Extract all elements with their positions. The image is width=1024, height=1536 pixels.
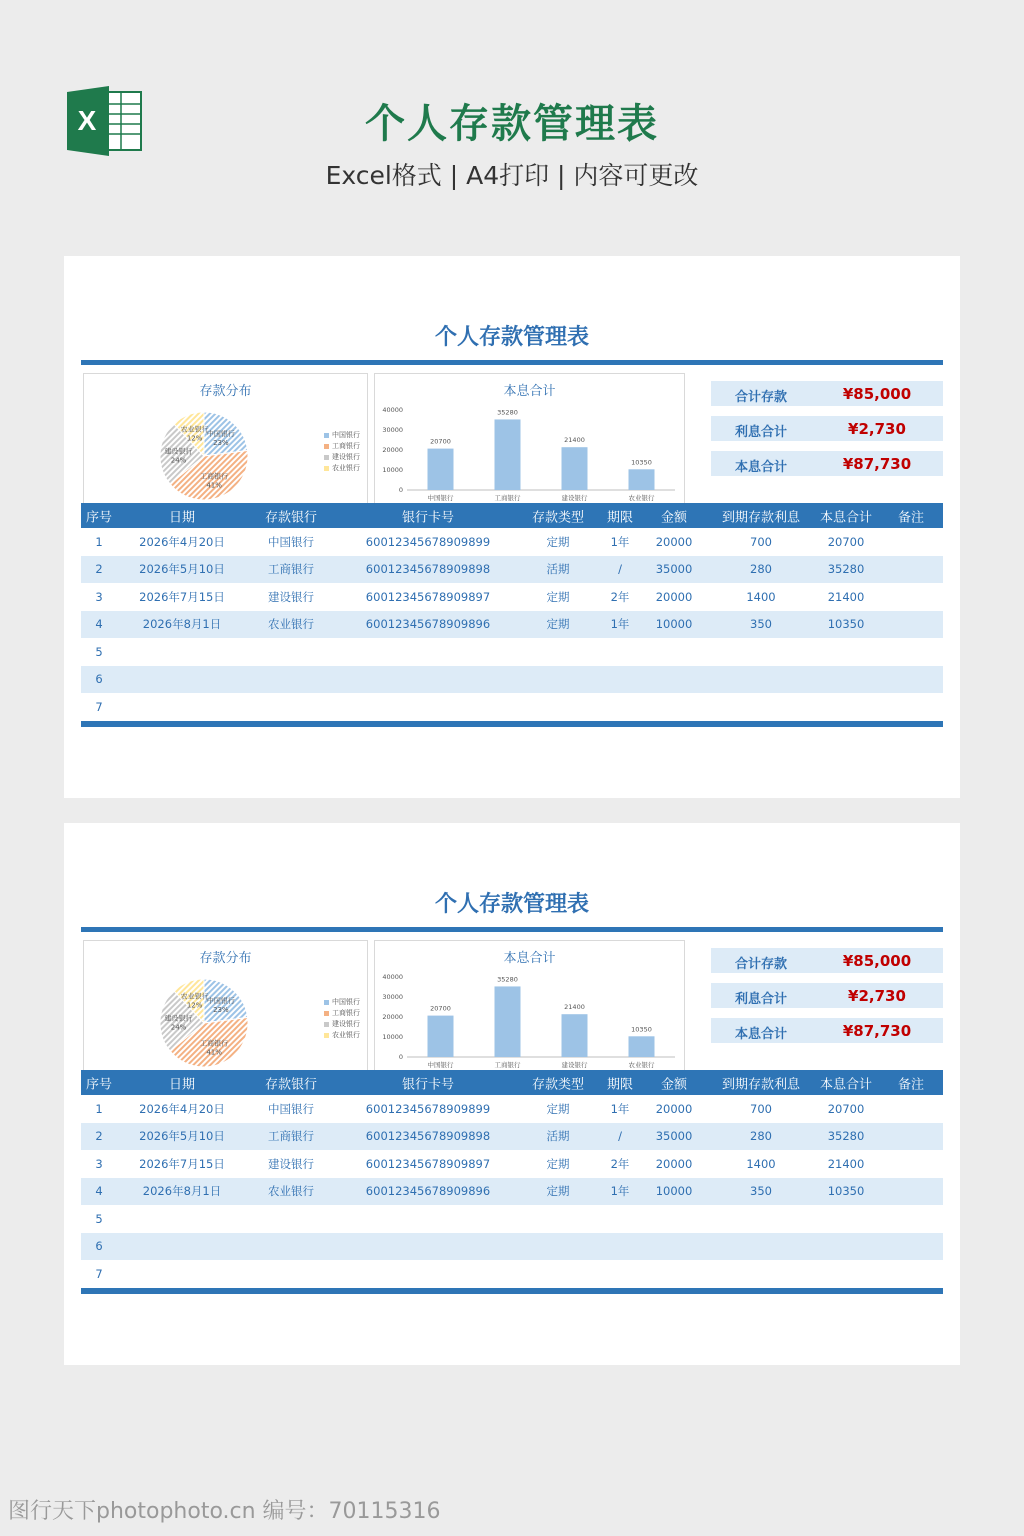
- legend-item: [324, 463, 360, 474]
- y-tick-label: 40000: [382, 406, 403, 414]
- summary-row: [711, 948, 943, 973]
- table-row: [81, 1178, 943, 1206]
- table-cell: 7: [95, 699, 103, 714]
- summary-value: ¥87,730: [842, 1022, 912, 1040]
- table-cell: 6: [95, 1239, 103, 1254]
- column-header: 存款类型: [531, 510, 585, 525]
- bar-value-label: 10350: [631, 1025, 652, 1034]
- table-cell: /: [618, 562, 622, 577]
- table-cell: 10000: [655, 1184, 693, 1199]
- summary-value: ¥85,000: [842, 385, 912, 403]
- legend-swatch: [324, 1033, 329, 1038]
- pie-chart: [83, 373, 368, 508]
- table-cell: 280: [750, 562, 772, 577]
- pie-slice-category-label: 建设银行: [164, 447, 193, 456]
- table-row: [81, 556, 943, 584]
- summary-row: [711, 381, 943, 406]
- table-cell: 工商银行: [268, 1129, 314, 1144]
- table-cell: 定期: [546, 1156, 570, 1171]
- legend-item: [324, 997, 360, 1008]
- summary-label: 本息合计: [734, 1027, 787, 1042]
- bar: [495, 419, 521, 490]
- table-cell: 工商银行: [268, 562, 314, 577]
- legend-label: 工商银行: [332, 1009, 360, 1017]
- column-header: 日期: [168, 510, 196, 525]
- column-header: 银行卡号: [401, 510, 455, 525]
- column-header: 日期: [168, 1077, 196, 1092]
- table-cell: 60012345678909899: [365, 1101, 491, 1116]
- y-tick-label: 20000: [382, 446, 403, 454]
- table-cell: 350: [750, 1184, 772, 1199]
- table-cell: 6: [95, 672, 103, 687]
- legend-label: 建设银行: [332, 1020, 360, 1028]
- pie-chart-title: 存款分布: [199, 384, 252, 399]
- summary-row: [711, 416, 943, 441]
- table-cell: 2年: [610, 1156, 630, 1171]
- table-cell: 定期: [546, 1184, 570, 1199]
- bar: [428, 449, 454, 490]
- column-header: 金额: [660, 1077, 688, 1092]
- table-cell: 2026年4月20日: [139, 534, 225, 549]
- legend-item: [324, 441, 360, 452]
- column-header: 本息合计: [819, 510, 873, 525]
- column-header: 到期存款利息: [721, 1077, 801, 1092]
- table-cell: 2026年5月10日: [139, 1129, 225, 1144]
- table-cell: 5: [95, 1211, 103, 1226]
- pie-chart-title: 存款分布: [199, 951, 252, 966]
- bar: [495, 986, 521, 1057]
- summary-row: [711, 983, 943, 1008]
- legend-label: 工商银行: [332, 442, 360, 450]
- table-cell: 农业银行: [268, 1184, 314, 1199]
- table-row: [81, 693, 943, 721]
- legend-label: 农业银行: [332, 464, 360, 472]
- pie-slice-category-label: 农业银行: [180, 992, 209, 1001]
- legend-item: [324, 1019, 360, 1030]
- table-cell: 2026年7月15日: [139, 1156, 225, 1171]
- table-header: [81, 503, 943, 528]
- pie-slice-percent-label: 41%: [206, 1048, 222, 1057]
- table-cell: 2026年5月10日: [139, 562, 225, 577]
- column-header: 期限: [606, 510, 634, 525]
- bar-value-label: 21400: [564, 1003, 585, 1012]
- column-header: 序号: [85, 510, 113, 525]
- table-cell: 10350: [827, 1184, 865, 1199]
- table-cell: 60012345678909897: [365, 1156, 491, 1171]
- legend-swatch: [324, 444, 329, 449]
- bar-chart-title: 本息合计: [503, 384, 556, 399]
- divider: [81, 927, 943, 932]
- pie-slice-percent-label: 12%: [186, 1001, 203, 1010]
- table-cell: 定期: [546, 1101, 570, 1116]
- table-row: [81, 583, 943, 611]
- x-tick-label: 中国银行: [427, 494, 454, 502]
- table-cell: 2026年8月1日: [142, 1184, 222, 1199]
- pie-slice-percent-label: 23%: [213, 438, 229, 447]
- bar-value-label: 35280: [497, 408, 518, 417]
- table-cell: 5: [95, 644, 103, 659]
- x-tick-label: 中国银行: [427, 1061, 454, 1069]
- table-cell: 定期: [546, 589, 570, 604]
- bar-chart: [374, 373, 685, 508]
- table-cell: 7: [95, 1266, 103, 1281]
- column-header: 期限: [606, 1077, 634, 1092]
- table-row: [81, 528, 943, 556]
- bar-value-label: 21400: [564, 436, 585, 445]
- legend-item: [324, 1008, 360, 1019]
- column-header: 备注: [897, 510, 925, 525]
- table-cell: 2026年8月1日: [142, 617, 222, 632]
- summary-label: 利息合计: [734, 425, 787, 440]
- x-tick-label: 建设银行: [561, 1061, 588, 1069]
- table-cell: 1400: [746, 1156, 776, 1171]
- table-cell: 活期: [546, 562, 570, 577]
- sheet-preview-1: [64, 256, 960, 798]
- table-cell: 60012345678909898: [365, 1129, 491, 1144]
- table-cell: 活期: [546, 1129, 570, 1144]
- y-tick-label: 20000: [382, 1013, 403, 1021]
- deposit-table: [81, 503, 943, 721]
- table-cell: 10000: [655, 617, 693, 632]
- page-title: 个人存款管理表: [365, 101, 659, 147]
- bar: [562, 447, 588, 490]
- table-row: [81, 1095, 943, 1123]
- table-cell: 1: [95, 1101, 103, 1116]
- x-tick-label: 工商银行: [494, 1061, 521, 1069]
- legend-swatch: [324, 455, 329, 460]
- table-cell: 20700: [827, 1101, 865, 1116]
- x-tick-label: 建设银行: [561, 494, 588, 502]
- sheet-title: 个人存款管理表: [434, 892, 589, 917]
- y-tick-label: 30000: [382, 993, 403, 1001]
- table-cell: 35280: [827, 1129, 865, 1144]
- table-cell: 2: [95, 1129, 103, 1144]
- legend-item: [324, 430, 360, 441]
- summary-value: ¥2,730: [848, 420, 906, 438]
- table-cell: 农业银行: [268, 617, 314, 632]
- table-cell: 1年: [610, 1184, 630, 1199]
- legend-item: [324, 452, 360, 463]
- table-cell: 350: [750, 617, 772, 632]
- pie-legend: [324, 997, 360, 1041]
- pie-slice-category-label: 农业银行: [180, 425, 209, 434]
- y-tick-label: 40000: [382, 973, 403, 981]
- divider: [81, 721, 943, 727]
- y-tick-label: 30000: [382, 426, 403, 434]
- legend-swatch: [324, 466, 329, 471]
- bar-chart-title: 本息合计: [503, 951, 556, 966]
- table-cell: 35000: [655, 562, 693, 577]
- y-tick-label: 0: [398, 1053, 403, 1061]
- sheet-preview-2: [64, 823, 960, 1365]
- table-cell: 建设银行: [268, 1156, 314, 1171]
- table-row: [81, 638, 943, 666]
- table-cell: 1年: [610, 617, 630, 632]
- bar-value-label: 20700: [430, 437, 451, 446]
- summary-label: 利息合计: [734, 992, 787, 1007]
- pie-legend: [324, 430, 360, 474]
- table-row: [81, 1123, 943, 1151]
- deposit-table: [81, 1070, 943, 1288]
- x-tick-label: 工商银行: [494, 494, 521, 502]
- summary-value: ¥87,730: [842, 455, 912, 473]
- legend-swatch: [324, 433, 329, 438]
- column-header: 序号: [85, 1077, 113, 1092]
- table-cell: 定期: [546, 617, 570, 632]
- table-cell: 10350: [827, 617, 865, 632]
- table-row: [81, 1205, 943, 1233]
- legend-label: 中国银行: [332, 431, 360, 439]
- summary-row: [711, 451, 943, 476]
- table-cell: 1400: [746, 589, 776, 604]
- pie-slice-percent-label: 41%: [206, 481, 222, 490]
- legend-swatch: [324, 1011, 329, 1016]
- table-cell: 2026年4月20日: [139, 1101, 225, 1116]
- column-header: 金额: [660, 510, 688, 525]
- table-cell: 21400: [827, 589, 865, 604]
- table-cell: 4: [95, 1184, 103, 1199]
- legend-label: 建设银行: [332, 453, 360, 461]
- pie-slice-percent-label: 24%: [170, 456, 187, 465]
- table-cell: 2026年7月15日: [139, 589, 225, 604]
- table-cell: 700: [750, 534, 772, 549]
- legend-label: 中国银行: [332, 998, 360, 1006]
- table-cell: 280: [750, 1129, 772, 1144]
- table-cell: 3: [95, 589, 103, 604]
- bar-value-label: 10350: [631, 458, 652, 467]
- legend-swatch: [324, 1022, 329, 1027]
- column-header: 到期存款利息: [721, 510, 801, 525]
- bar-chart: [374, 940, 685, 1075]
- table-cell: 60012345678909896: [365, 1184, 491, 1199]
- pie-slice-percent-label: 23%: [213, 1005, 229, 1014]
- divider: [81, 1288, 943, 1294]
- table-row: [81, 1233, 943, 1261]
- pie-slice-category-label: 工商银行: [200, 472, 229, 481]
- summary-row: [711, 1018, 943, 1043]
- summary-panel: [711, 948, 943, 1053]
- column-header: 银行卡号: [401, 1077, 455, 1092]
- table-cell: 35280: [827, 562, 865, 577]
- bar: [629, 1036, 655, 1057]
- table-row: [81, 1260, 943, 1288]
- table-cell: 20000: [655, 589, 693, 604]
- summary-value: ¥85,000: [842, 952, 912, 970]
- table-header: [81, 1070, 943, 1095]
- table-cell: 2: [95, 562, 103, 577]
- table-cell: 21400: [827, 1156, 865, 1171]
- pie-slice-category-label: 中国银行: [206, 996, 235, 1005]
- table-cell: 20000: [655, 534, 693, 549]
- pie-slice-category-label: 建设银行: [164, 1014, 193, 1023]
- pie-slice-category-label: 中国银行: [206, 429, 235, 438]
- column-header: 存款银行: [264, 1077, 318, 1092]
- column-header: 备注: [897, 1077, 925, 1092]
- table-cell: 中国银行: [268, 1101, 314, 1116]
- summary-value: ¥2,730: [848, 987, 906, 1005]
- table-cell: 1年: [610, 1101, 630, 1116]
- column-header: 本息合计: [819, 1077, 873, 1092]
- summary-label: 本息合计: [734, 460, 787, 475]
- table-cell: 60012345678909897: [365, 589, 491, 604]
- table-cell: 20000: [655, 1156, 693, 1171]
- pie-slice-category-label: 工商银行: [200, 1039, 229, 1048]
- table-cell: 20000: [655, 1101, 693, 1116]
- watermark: 图行天下photophoto.cn 编号：70115316: [8, 1499, 441, 1524]
- summary-panel: [711, 381, 943, 486]
- bar: [562, 1014, 588, 1057]
- bar-value-label: 20700: [430, 1004, 451, 1013]
- column-header: 存款银行: [264, 510, 318, 525]
- page-subtitle: Excel格式 | A4打印 | 内容可更改: [325, 161, 699, 190]
- table-cell: 2年: [610, 589, 630, 604]
- legend-label: 农业银行: [332, 1031, 360, 1039]
- table-cell: 4: [95, 617, 103, 632]
- column-header: 存款类型: [531, 1077, 585, 1092]
- table-cell: 60012345678909898: [365, 562, 491, 577]
- table-cell: 1: [95, 534, 103, 549]
- legend-swatch: [324, 1000, 329, 1005]
- y-tick-label: 10000: [382, 466, 403, 474]
- table-row: [81, 1150, 943, 1178]
- table-cell: 中国银行: [268, 534, 314, 549]
- y-tick-label: 10000: [382, 1033, 403, 1041]
- table-cell: /: [618, 1129, 622, 1144]
- sheet-title: 个人存款管理表: [434, 325, 589, 350]
- table-cell: 700: [750, 1101, 772, 1116]
- x-tick-label: 农业银行: [628, 494, 655, 502]
- table-cell: 定期: [546, 534, 570, 549]
- table-cell: 35000: [655, 1129, 693, 1144]
- pie-slice-percent-label: 12%: [186, 434, 203, 443]
- x-tick-label: 农业银行: [628, 1061, 655, 1069]
- bar: [629, 469, 655, 490]
- y-tick-label: 0: [398, 486, 403, 494]
- table-cell: 20700: [827, 534, 865, 549]
- bar-value-label: 35280: [497, 975, 518, 984]
- table-row: [81, 611, 943, 639]
- pie-chart: [83, 940, 368, 1075]
- table-row: [81, 666, 943, 694]
- table-cell: 3: [95, 1156, 103, 1171]
- legend-item: [324, 1030, 360, 1041]
- table-cell: 60012345678909899: [365, 534, 491, 549]
- summary-label: 合计存款: [734, 390, 787, 405]
- table-cell: 60012345678909896: [365, 617, 491, 632]
- pie-slice-percent-label: 24%: [170, 1023, 187, 1032]
- table-cell: 建设银行: [268, 589, 314, 604]
- table-cell: 1年: [610, 534, 630, 549]
- bar: [428, 1016, 454, 1057]
- divider: [81, 360, 943, 365]
- summary-label: 合计存款: [734, 957, 787, 972]
- svg-text:X: X: [77, 105, 97, 136]
